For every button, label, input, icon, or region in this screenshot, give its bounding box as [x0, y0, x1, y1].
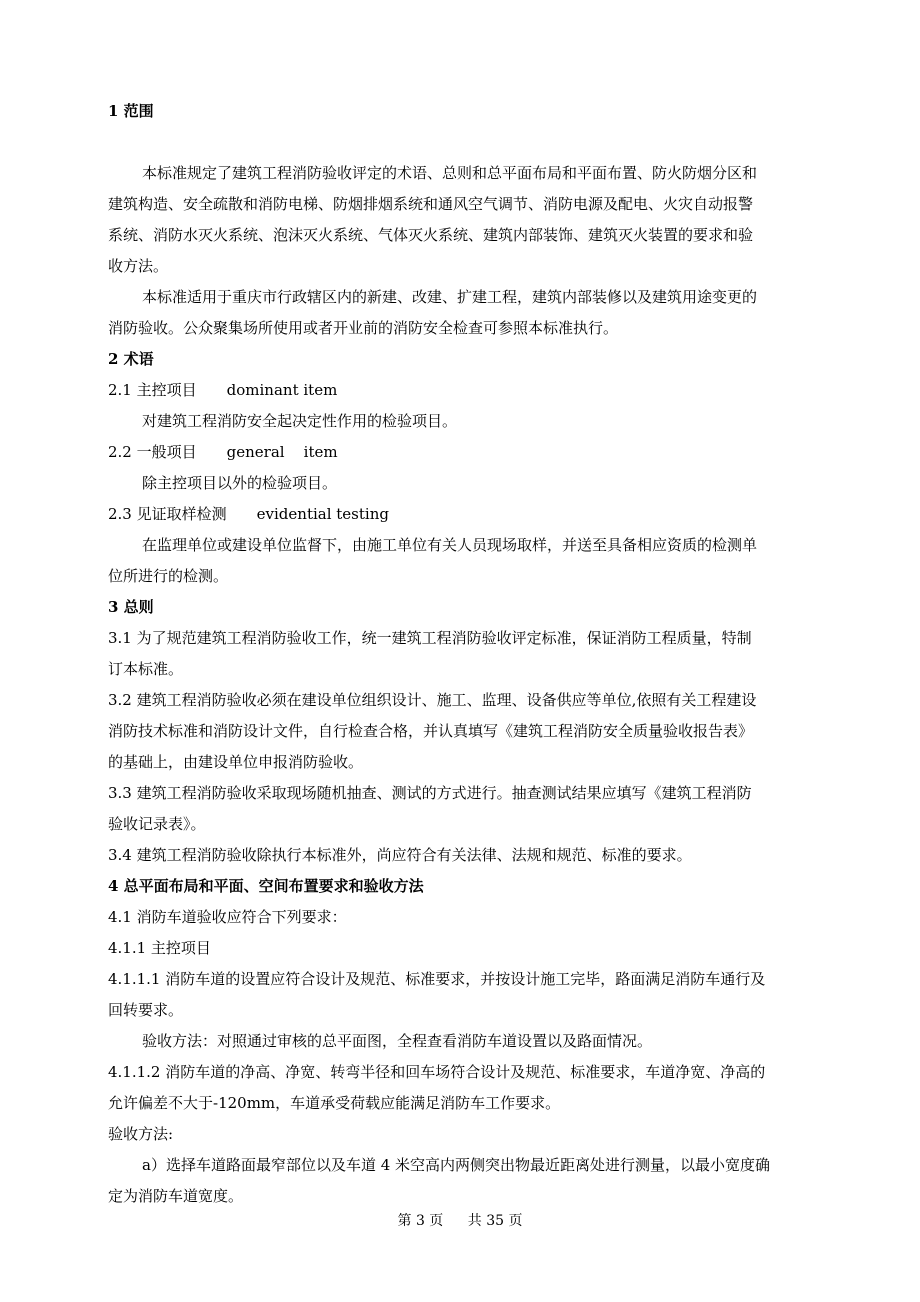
page-number: 第 3 页	[397, 1213, 444, 1229]
term-chinese: 主控项目	[136, 381, 197, 399]
section-3-title: 3 总则	[108, 598, 154, 616]
term-definition: 位所进行的检测。	[108, 567, 229, 585]
clause-3-4: 3.4 建筑工程消防验收除执行本标准外，尚应符合有关法律、法规和规范、标准的要求。	[108, 846, 692, 864]
term-number: 2.1	[108, 381, 132, 399]
clause-3-3-line: 3.3 建筑工程消防验收采取现场随机抽查、测试的方式进行。抽查测试结果应填写《建筑工程消防	[108, 784, 752, 802]
clause-4-1-1-2-line: 4.1.1.2 消防车道的净高、净宽、转弯半径和回车场符合设计及规范、标准要求，车道净宽、净高的	[108, 1063, 766, 1081]
clause-4-1-1-1-line: 回转要求。	[108, 1001, 184, 1019]
term-chinese: 见证取样检测	[136, 505, 227, 523]
section-4-title: 4 总平面布局和平面、空间布置要求和验收方法	[108, 877, 424, 895]
clause-4-1-1-2-line: 允许偏差不大于-120mm，车道承受荷载应能满足消防车工作要求。	[108, 1094, 561, 1112]
term-2-2	[108, 437, 812, 468]
clause-3-2-line: 消防技术标准和消防设计文件，自行检查合格，并认真填写《建筑工程消防安全质量验收报告表》	[108, 722, 754, 740]
term-chinese: 一般项目	[136, 443, 197, 461]
clause-3-1-line: 订本标准。	[108, 660, 184, 678]
term-2-1	[108, 375, 812, 406]
section-1-paragraph-1-line: 建筑构造、安全疏散和消防电梯、防烟排烟系统和通风空气调节、消防电源及配电、火灾自动报警	[108, 195, 754, 213]
section-1-paragraph-1-line: 系统、消防水灭火系统、泡沫灭火系统、气体灭火系统、建筑内部装饰、建筑灭火装置的要求和验	[108, 226, 754, 244]
section-2-title: 2 术语	[108, 350, 154, 368]
section-1-paragraph-1-line: 收方法。	[108, 257, 169, 275]
method-item-a-line: 定为消防车道宽度。	[108, 1187, 244, 1205]
section-1-paragraph-1-line: 本标准规定了建筑工程消防验收评定的术语、总则和总平面布局和平面布置、防火防烟分区和	[142, 164, 758, 182]
page-total: 共 35 页	[467, 1213, 523, 1229]
term-definition: 对建筑工程消防安全起决定性作用的检验项目。	[142, 412, 458, 430]
term-english: dominant item	[226, 381, 338, 399]
term-definition: 在监理单位或建设单位监督下，由施工单位有关人员现场取样，并送至具备相应资质的检测单	[142, 536, 758, 554]
section-1-paragraph-2-line: 本标准适用于重庆市行政辖区内的新建、改建、扩建工程，建筑内部装修以及建筑用途变更的	[142, 288, 758, 306]
term-english: general item	[226, 443, 338, 461]
clause-4-1: 4.1 消防车道验收应符合下列要求：	[108, 908, 347, 926]
section-1-title: 1 范围	[108, 102, 154, 120]
clause-4-1-1-1-line: 4.1.1.1 消防车道的设置应符合设计及规范、标准要求，并按设计施工完毕，路面满足消防车通行及	[108, 970, 766, 988]
term-number: 2.3	[108, 505, 132, 523]
clause-3-2-line: 3.2 建筑工程消防验收必须在建设单位组织设计、施工、监理、设备供应等单位,依照有关工程建设	[108, 691, 757, 709]
term-definition: 除主控项目以外的检验项目。	[142, 474, 338, 492]
term-number: 2.2	[108, 443, 132, 461]
term-english: evidential testing	[256, 505, 389, 523]
clause-3-1-line: 3.1 为了规范建筑工程消防验收工作，统一建筑工程消防验收评定标准，保证消防工程质量，特制	[108, 629, 752, 647]
clause-3-2-line: 的基础上，由建设单位申报消防验收。	[108, 753, 364, 771]
clause-3-3-line: 验收记录表》。	[108, 815, 206, 833]
page-footer	[0, 1210, 920, 1230]
clause-4-1-1: 4.1.1 主控项目	[108, 939, 211, 957]
term-2-3	[108, 499, 812, 530]
acceptance-method-label: 验收方法:	[108, 1125, 174, 1143]
method-item-a-line: a）选择车道路面最窄部位以及车道 4 米空高内两侧突出物最近距离处进行测量，以最小宽度确	[142, 1156, 771, 1174]
acceptance-method: 验收方法：对照通过审核的总平面图，全程查看消防车道设置以及路面情况。	[142, 1032, 653, 1050]
section-1-paragraph-2-line: 消防验收。公众聚集场所使用或者开业前的消防安全检查可参照本标准执行。	[108, 319, 619, 337]
document-body	[108, 96, 812, 1212]
